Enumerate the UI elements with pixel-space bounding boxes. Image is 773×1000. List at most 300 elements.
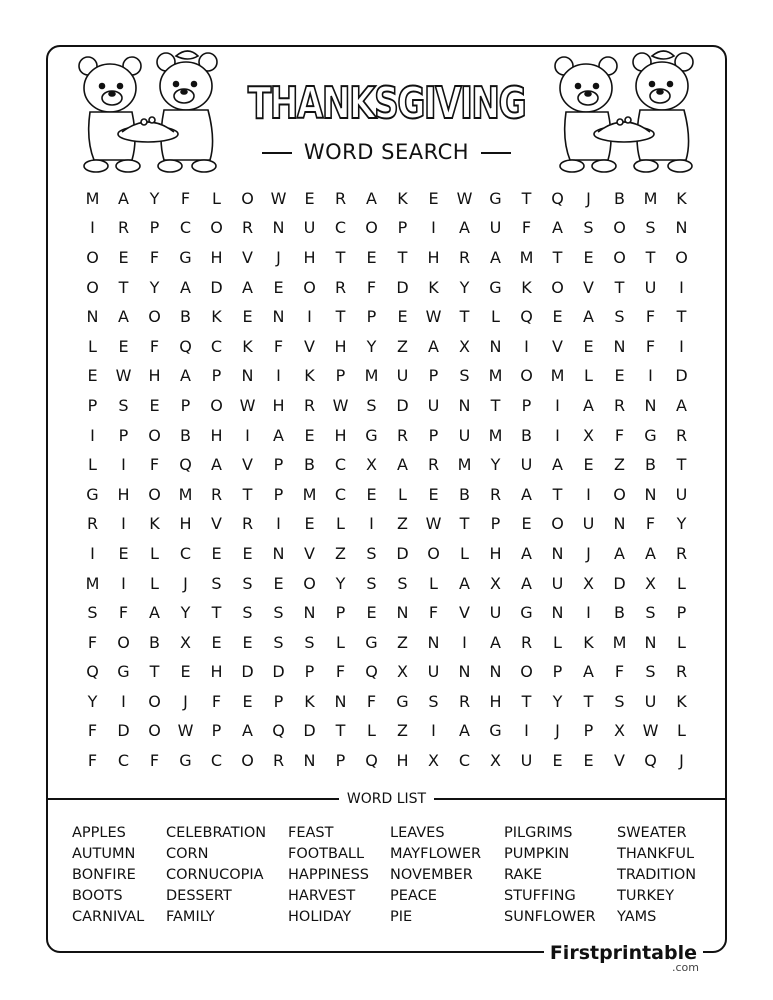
grid-letter[interactable]: N xyxy=(427,632,440,652)
grid-letter[interactable]: A xyxy=(428,336,439,356)
grid-letter[interactable]: F xyxy=(335,662,346,682)
grid-letter[interactable]: N xyxy=(458,662,471,682)
grid-letter[interactable]: K xyxy=(304,691,315,711)
grid-letter[interactable]: A xyxy=(118,188,129,208)
grid-letter[interactable]: H xyxy=(210,425,223,445)
grid-letter[interactable]: U xyxy=(644,691,657,711)
grid-letter[interactable]: E xyxy=(273,277,284,297)
grid-letter[interactable]: L xyxy=(677,573,686,593)
grid-letter[interactable]: H xyxy=(427,247,440,267)
grid-letter[interactable]: N xyxy=(644,632,657,652)
grid-letter[interactable]: E xyxy=(366,603,377,623)
grid-letter[interactable]: E xyxy=(583,751,594,771)
grid-letter[interactable]: N xyxy=(396,603,409,623)
grid-letter[interactable]: Q xyxy=(272,721,285,741)
grid-letter[interactable]: I xyxy=(555,425,560,445)
grid-letter[interactable]: P xyxy=(366,307,377,327)
grid-letter[interactable]: E xyxy=(242,632,253,652)
grid-letter[interactable]: E xyxy=(552,307,563,327)
grid-letter[interactable]: J xyxy=(183,691,188,711)
grid-letter[interactable]: N xyxy=(86,307,99,327)
grid-letter[interactable]: P xyxy=(304,662,315,682)
grid-letter[interactable]: C xyxy=(334,484,347,504)
grid-letter[interactable]: M xyxy=(85,573,100,593)
grid-letter[interactable]: T xyxy=(552,484,563,504)
grid-letter[interactable]: F xyxy=(149,336,160,356)
grid-letter[interactable]: X xyxy=(645,573,656,593)
grid-letter[interactable]: O xyxy=(520,366,533,386)
grid-letter[interactable]: V xyxy=(211,514,222,534)
grid-letter[interactable]: E xyxy=(583,336,594,356)
grid-letter[interactable]: T xyxy=(459,514,470,534)
grid-letter[interactable]: T xyxy=(335,721,346,741)
grid-letter[interactable]: Y xyxy=(180,603,191,623)
grid-letter[interactable]: T xyxy=(335,247,346,267)
grid-letter[interactable]: B xyxy=(645,455,656,475)
grid-letter[interactable]: K xyxy=(149,514,160,534)
grid-letter[interactable]: E xyxy=(242,691,253,711)
grid-letter[interactable]: G xyxy=(365,632,378,652)
grid-letter[interactable]: A xyxy=(397,455,408,475)
grid-letter[interactable]: O xyxy=(148,721,161,741)
grid-letter[interactable]: N xyxy=(551,543,564,563)
grid-letter[interactable]: N xyxy=(303,603,316,623)
grid-letter[interactable]: R xyxy=(458,691,471,711)
grid-letter[interactable]: M xyxy=(457,455,472,475)
grid-letter[interactable]: P xyxy=(335,366,346,386)
grid-letter[interactable]: D xyxy=(303,721,316,741)
grid-letter[interactable]: B xyxy=(521,425,532,445)
grid-letter[interactable]: P xyxy=(335,751,346,771)
grid-letter[interactable]: F xyxy=(521,218,532,238)
grid-letter[interactable]: T xyxy=(676,307,687,327)
grid-letter[interactable]: R xyxy=(427,455,440,475)
grid-letter[interactable]: F xyxy=(180,188,191,208)
grid-letter[interactable]: K xyxy=(397,188,408,208)
grid-letter[interactable]: O xyxy=(427,543,440,563)
grid-letter[interactable]: E xyxy=(211,632,222,652)
grid-letter[interactable]: P xyxy=(273,455,284,475)
grid-letter[interactable]: P xyxy=(118,425,129,445)
grid-letter[interactable]: Q xyxy=(520,307,533,327)
grid-letter[interactable]: F xyxy=(366,691,377,711)
grid-letter[interactable]: E xyxy=(304,514,315,534)
grid-letter[interactable]: H xyxy=(148,366,161,386)
grid-letter[interactable]: X xyxy=(490,573,501,593)
grid-letter[interactable]: I xyxy=(121,514,126,534)
grid-letter[interactable]: E xyxy=(304,425,315,445)
grid-letter[interactable]: A xyxy=(583,662,594,682)
grid-letter[interactable]: T xyxy=(583,691,594,711)
grid-letter[interactable]: N xyxy=(272,218,285,238)
grid-letter[interactable]: V xyxy=(304,336,315,356)
grid-letter[interactable]: A xyxy=(521,573,532,593)
grid-letter[interactable]: X xyxy=(583,573,594,593)
grid-letter[interactable]: O xyxy=(303,573,316,593)
grid-letter[interactable]: D xyxy=(272,662,285,682)
grid-letter[interactable]: P xyxy=(428,425,439,445)
grid-letter[interactable]: R xyxy=(520,632,533,652)
grid-letter[interactable]: C xyxy=(117,751,130,771)
grid-letter[interactable]: N xyxy=(241,366,254,386)
grid-letter[interactable]: E xyxy=(118,247,129,267)
grid-letter[interactable]: I xyxy=(679,277,684,297)
grid-letter[interactable]: L xyxy=(398,484,407,504)
grid-letter[interactable]: R xyxy=(396,425,409,445)
grid-letter[interactable]: R xyxy=(303,395,316,415)
grid-letter[interactable]: F xyxy=(118,603,129,623)
grid-letter[interactable]: K xyxy=(521,277,532,297)
grid-letter[interactable]: D xyxy=(396,277,409,297)
grid-letter[interactable]: E xyxy=(552,751,563,771)
grid-letter[interactable]: Q xyxy=(551,188,564,208)
grid-letter[interactable]: S xyxy=(428,691,439,711)
grid-letter[interactable]: E xyxy=(366,247,377,267)
grid-letter[interactable]: F xyxy=(87,721,98,741)
grid-letter[interactable]: U xyxy=(303,218,316,238)
grid-letter[interactable]: J xyxy=(183,573,188,593)
grid-letter[interactable]: L xyxy=(677,632,686,652)
grid-letter[interactable]: H xyxy=(334,336,347,356)
grid-letter[interactable]: P xyxy=(552,662,563,682)
grid-letter[interactable]: I xyxy=(245,425,250,445)
grid-letter[interactable]: D xyxy=(675,366,688,386)
grid-letter[interactable]: A xyxy=(118,307,129,327)
grid-letter[interactable]: Y xyxy=(149,277,160,297)
grid-letter[interactable]: U xyxy=(644,277,657,297)
grid-letter[interactable]: N xyxy=(644,395,657,415)
grid-letter[interactable]: O xyxy=(675,247,688,267)
grid-letter[interactable]: C xyxy=(458,751,471,771)
grid-letter[interactable]: G xyxy=(179,751,192,771)
grid-letter[interactable]: Z xyxy=(397,632,408,652)
grid-letter[interactable]: I xyxy=(462,632,467,652)
grid-letter[interactable]: A xyxy=(459,721,470,741)
grid-letter[interactable]: O xyxy=(241,751,254,771)
grid-letter[interactable]: L xyxy=(367,721,376,741)
grid-letter[interactable]: I xyxy=(586,603,591,623)
grid-letter[interactable]: U xyxy=(489,218,502,238)
grid-letter[interactable]: B xyxy=(180,425,191,445)
grid-letter[interactable]: J xyxy=(555,721,560,741)
grid-letter[interactable]: E xyxy=(180,662,191,682)
grid-letter[interactable]: S xyxy=(397,573,408,593)
grid-letter[interactable]: L xyxy=(584,366,593,386)
grid-letter[interactable]: W xyxy=(239,395,256,415)
grid-letter[interactable]: Q xyxy=(365,751,378,771)
grid-letter[interactable]: P xyxy=(149,218,160,238)
grid-letter[interactable]: C xyxy=(334,218,347,238)
grid-letter[interactable]: W xyxy=(270,188,287,208)
grid-letter[interactable]: T xyxy=(118,277,129,297)
grid-letter[interactable]: K xyxy=(583,632,594,652)
grid-letter[interactable]: P xyxy=(397,218,408,238)
grid-letter[interactable]: V xyxy=(459,603,470,623)
grid-letter[interactable]: A xyxy=(273,425,284,445)
grid-letter[interactable]: C xyxy=(179,543,192,563)
grid-letter[interactable]: W xyxy=(425,514,442,534)
grid-letter[interactable]: I xyxy=(431,721,436,741)
grid-letter[interactable]: I xyxy=(524,336,529,356)
grid-letter[interactable]: I xyxy=(524,721,529,741)
grid-letter[interactable]: F xyxy=(149,455,160,475)
grid-letter[interactable]: F xyxy=(614,662,625,682)
grid-letter[interactable]: J xyxy=(276,247,281,267)
grid-letter[interactable]: I xyxy=(679,336,684,356)
grid-letter[interactable]: Y xyxy=(459,277,470,297)
grid-letter[interactable]: L xyxy=(212,188,221,208)
grid-letter[interactable]: F xyxy=(366,277,377,297)
grid-letter[interactable]: G xyxy=(489,188,502,208)
grid-letter[interactable]: V xyxy=(583,277,594,297)
grid-letter[interactable]: X xyxy=(428,751,439,771)
grid-letter[interactable]: E xyxy=(273,573,284,593)
grid-letter[interactable]: H xyxy=(117,484,130,504)
grid-letter[interactable]: E xyxy=(583,455,594,475)
grid-letter[interactable]: L xyxy=(336,514,345,534)
grid-letter[interactable]: M xyxy=(302,484,317,504)
grid-letter[interactable]: S xyxy=(273,603,284,623)
grid-letter[interactable]: U xyxy=(520,751,533,771)
grid-letter[interactable]: A xyxy=(583,307,594,327)
grid-letter[interactable]: F xyxy=(211,691,222,711)
grid-letter[interactable]: A xyxy=(521,484,532,504)
grid-letter[interactable]: T xyxy=(552,247,563,267)
grid-letter[interactable]: O xyxy=(148,691,161,711)
grid-letter[interactable]: O xyxy=(148,484,161,504)
grid-letter[interactable]: L xyxy=(553,632,562,652)
grid-letter[interactable]: M xyxy=(488,425,503,445)
grid-letter[interactable]: V xyxy=(552,336,563,356)
grid-letter[interactable]: T xyxy=(521,691,532,711)
grid-letter[interactable]: V xyxy=(242,455,253,475)
grid-letter[interactable]: P xyxy=(583,721,594,741)
grid-letter[interactable]: F xyxy=(614,425,625,445)
grid-letter[interactable]: T xyxy=(459,307,470,327)
grid-letter[interactable]: I xyxy=(648,366,653,386)
grid-letter[interactable]: A xyxy=(211,455,222,475)
grid-letter[interactable]: L xyxy=(429,573,438,593)
grid-letter[interactable]: A xyxy=(614,543,625,563)
grid-letter[interactable]: S xyxy=(645,603,656,623)
grid-letter[interactable]: O xyxy=(148,425,161,445)
grid-letter[interactable]: Q xyxy=(644,751,657,771)
grid-letter[interactable]: F xyxy=(645,307,656,327)
grid-letter[interactable]: S xyxy=(583,218,594,238)
grid-letter[interactable]: L xyxy=(150,543,159,563)
grid-letter[interactable]: M xyxy=(643,188,658,208)
grid-letter[interactable]: T xyxy=(676,455,687,475)
grid-letter[interactable]: I xyxy=(90,425,95,445)
grid-letter[interactable]: Q xyxy=(179,336,192,356)
grid-letter[interactable]: B xyxy=(304,455,315,475)
grid-letter[interactable]: A xyxy=(552,455,563,475)
grid-letter[interactable]: I xyxy=(586,484,591,504)
grid-letter[interactable]: T xyxy=(242,484,253,504)
grid-letter[interactable]: K xyxy=(676,188,687,208)
grid-letter[interactable]: X xyxy=(459,336,470,356)
grid-letter[interactable]: R xyxy=(241,218,254,238)
grid-letter[interactable]: I xyxy=(369,514,374,534)
grid-letter[interactable]: L xyxy=(88,336,97,356)
grid-letter[interactable]: T xyxy=(149,662,160,682)
grid-letter[interactable]: T xyxy=(397,247,408,267)
grid-letter[interactable]: K xyxy=(304,366,315,386)
grid-letter[interactable]: Q xyxy=(86,662,99,682)
grid-letter[interactable]: N xyxy=(613,336,626,356)
grid-letter[interactable]: U xyxy=(675,484,688,504)
grid-letter[interactable]: X xyxy=(614,721,625,741)
grid-letter[interactable]: S xyxy=(242,573,253,593)
grid-letter[interactable]: R xyxy=(334,277,347,297)
grid-letter[interactable]: G xyxy=(644,425,657,445)
grid-letter[interactable]: A xyxy=(366,188,377,208)
grid-letter[interactable]: D xyxy=(210,277,223,297)
grid-letter[interactable]: A xyxy=(180,277,191,297)
grid-letter[interactable]: N xyxy=(489,336,502,356)
grid-letter[interactable]: B xyxy=(459,484,470,504)
grid-letter[interactable]: L xyxy=(491,307,500,327)
grid-letter[interactable]: E xyxy=(614,366,625,386)
grid-letter[interactable]: Z xyxy=(397,514,408,534)
grid-letter[interactable]: U xyxy=(520,455,533,475)
grid-letter[interactable]: R xyxy=(675,662,688,682)
grid-letter[interactable]: U xyxy=(427,662,440,682)
grid-letter[interactable]: Z xyxy=(397,336,408,356)
grid-letter[interactable]: N xyxy=(551,603,564,623)
grid-letter[interactable]: W xyxy=(456,188,473,208)
grid-letter[interactable]: C xyxy=(334,455,347,475)
grid-letter[interactable]: A xyxy=(459,573,470,593)
grid-letter[interactable]: P xyxy=(273,484,284,504)
grid-letter[interactable]: L xyxy=(460,543,469,563)
grid-letter[interactable]: L xyxy=(88,455,97,475)
grid-letter[interactable]: O xyxy=(241,188,254,208)
grid-letter[interactable]: F xyxy=(428,603,439,623)
grid-letter[interactable]: E xyxy=(242,543,253,563)
grid-letter[interactable]: O xyxy=(551,277,564,297)
grid-letter[interactable]: P xyxy=(211,366,222,386)
grid-letter[interactable]: I xyxy=(90,543,95,563)
grid-letter[interactable]: B xyxy=(149,632,160,652)
grid-letter[interactable]: L xyxy=(336,632,345,652)
grid-letter[interactable]: U xyxy=(458,425,471,445)
grid-letter[interactable]: G xyxy=(86,484,99,504)
grid-letter[interactable]: H xyxy=(179,514,192,534)
grid-letter[interactable]: Z xyxy=(614,455,625,475)
grid-letter[interactable]: E xyxy=(583,247,594,267)
grid-letter[interactable]: O xyxy=(613,218,626,238)
grid-letter[interactable]: M xyxy=(519,247,534,267)
grid-letter[interactable]: A xyxy=(242,277,253,297)
grid-letter[interactable]: E xyxy=(304,188,315,208)
grid-letter[interactable]: P xyxy=(490,514,501,534)
grid-letter[interactable]: A xyxy=(242,721,253,741)
grid-letter[interactable]: M xyxy=(178,484,193,504)
grid-letter[interactable]: K xyxy=(676,691,687,711)
grid-letter[interactable]: M xyxy=(488,366,503,386)
grid-letter[interactable]: F xyxy=(149,751,160,771)
grid-letter[interactable]: F xyxy=(645,336,656,356)
grid-letter[interactable]: Y xyxy=(149,188,160,208)
grid-letter[interactable]: H xyxy=(210,247,223,267)
grid-letter[interactable]: H xyxy=(210,662,223,682)
grid-letter[interactable]: O xyxy=(86,247,99,267)
grid-letter[interactable]: P xyxy=(211,721,222,741)
grid-letter[interactable]: E xyxy=(242,307,253,327)
grid-letter[interactable]: T xyxy=(490,395,501,415)
grid-letter[interactable]: S xyxy=(614,307,625,327)
grid-letter[interactable]: N xyxy=(272,543,285,563)
grid-letter[interactable]: E xyxy=(366,484,377,504)
grid-letter[interactable]: S xyxy=(459,366,470,386)
grid-letter[interactable]: Y xyxy=(676,514,687,534)
grid-letter[interactable]: J xyxy=(586,188,591,208)
grid-letter[interactable]: K xyxy=(242,336,253,356)
grid-letter[interactable]: F xyxy=(149,247,160,267)
grid-letter[interactable]: T xyxy=(211,603,222,623)
grid-letter[interactable]: G xyxy=(489,277,502,297)
grid-letter[interactable]: A xyxy=(583,395,594,415)
grid-letter[interactable]: I xyxy=(307,307,312,327)
grid-letter[interactable]: O xyxy=(520,662,533,682)
grid-letter[interactable]: G xyxy=(520,603,533,623)
grid-letter[interactable]: A xyxy=(459,218,470,238)
grid-letter[interactable]: N xyxy=(489,662,502,682)
grid-letter[interactable]: Z xyxy=(335,543,346,563)
grid-letter[interactable]: W xyxy=(115,366,132,386)
grid-letter[interactable]: S xyxy=(87,603,98,623)
grid-letter[interactable]: E xyxy=(118,543,129,563)
grid-letter[interactable]: A xyxy=(521,543,532,563)
grid-letter[interactable]: G xyxy=(489,721,502,741)
grid-letter[interactable]: D xyxy=(396,543,409,563)
grid-letter[interactable]: M xyxy=(612,632,627,652)
grid-letter[interactable]: A xyxy=(676,395,687,415)
grid-letter[interactable]: O xyxy=(117,632,130,652)
grid-letter[interactable]: R xyxy=(613,395,626,415)
grid-letter[interactable]: P xyxy=(180,395,191,415)
grid-letter[interactable]: H xyxy=(396,751,409,771)
grid-letter[interactable]: R xyxy=(675,543,688,563)
grid-letter[interactable]: O xyxy=(303,277,316,297)
grid-letter[interactable]: E xyxy=(428,484,439,504)
grid-letter[interactable]: C xyxy=(210,751,223,771)
grid-letter[interactable]: I xyxy=(121,691,126,711)
grid-letter[interactable]: L xyxy=(677,721,686,741)
grid-letter[interactable]: R xyxy=(489,484,502,504)
grid-letter[interactable]: S xyxy=(366,573,377,593)
grid-letter[interactable]: A xyxy=(552,218,563,238)
grid-letter[interactable]: V xyxy=(242,247,253,267)
grid-letter[interactable]: A xyxy=(149,603,160,623)
grid-letter[interactable]: T xyxy=(521,188,532,208)
grid-letter[interactable]: G xyxy=(396,691,409,711)
grid-letter[interactable]: Y xyxy=(366,336,377,356)
grid-letter[interactable]: T xyxy=(645,247,656,267)
grid-letter[interactable]: K xyxy=(211,307,222,327)
grid-letter[interactable]: H xyxy=(303,247,316,267)
grid-letter[interactable]: A xyxy=(180,366,191,386)
grid-letter[interactable]: E xyxy=(149,395,160,415)
grid-letter[interactable]: Y xyxy=(87,691,98,711)
grid-letter[interactable]: S xyxy=(242,603,253,623)
grid-letter[interactable]: S xyxy=(211,573,222,593)
grid-letter[interactable]: N xyxy=(644,484,657,504)
grid-letter[interactable]: N xyxy=(272,307,285,327)
grid-letter[interactable]: P xyxy=(676,603,687,623)
grid-letter[interactable]: U xyxy=(427,395,440,415)
